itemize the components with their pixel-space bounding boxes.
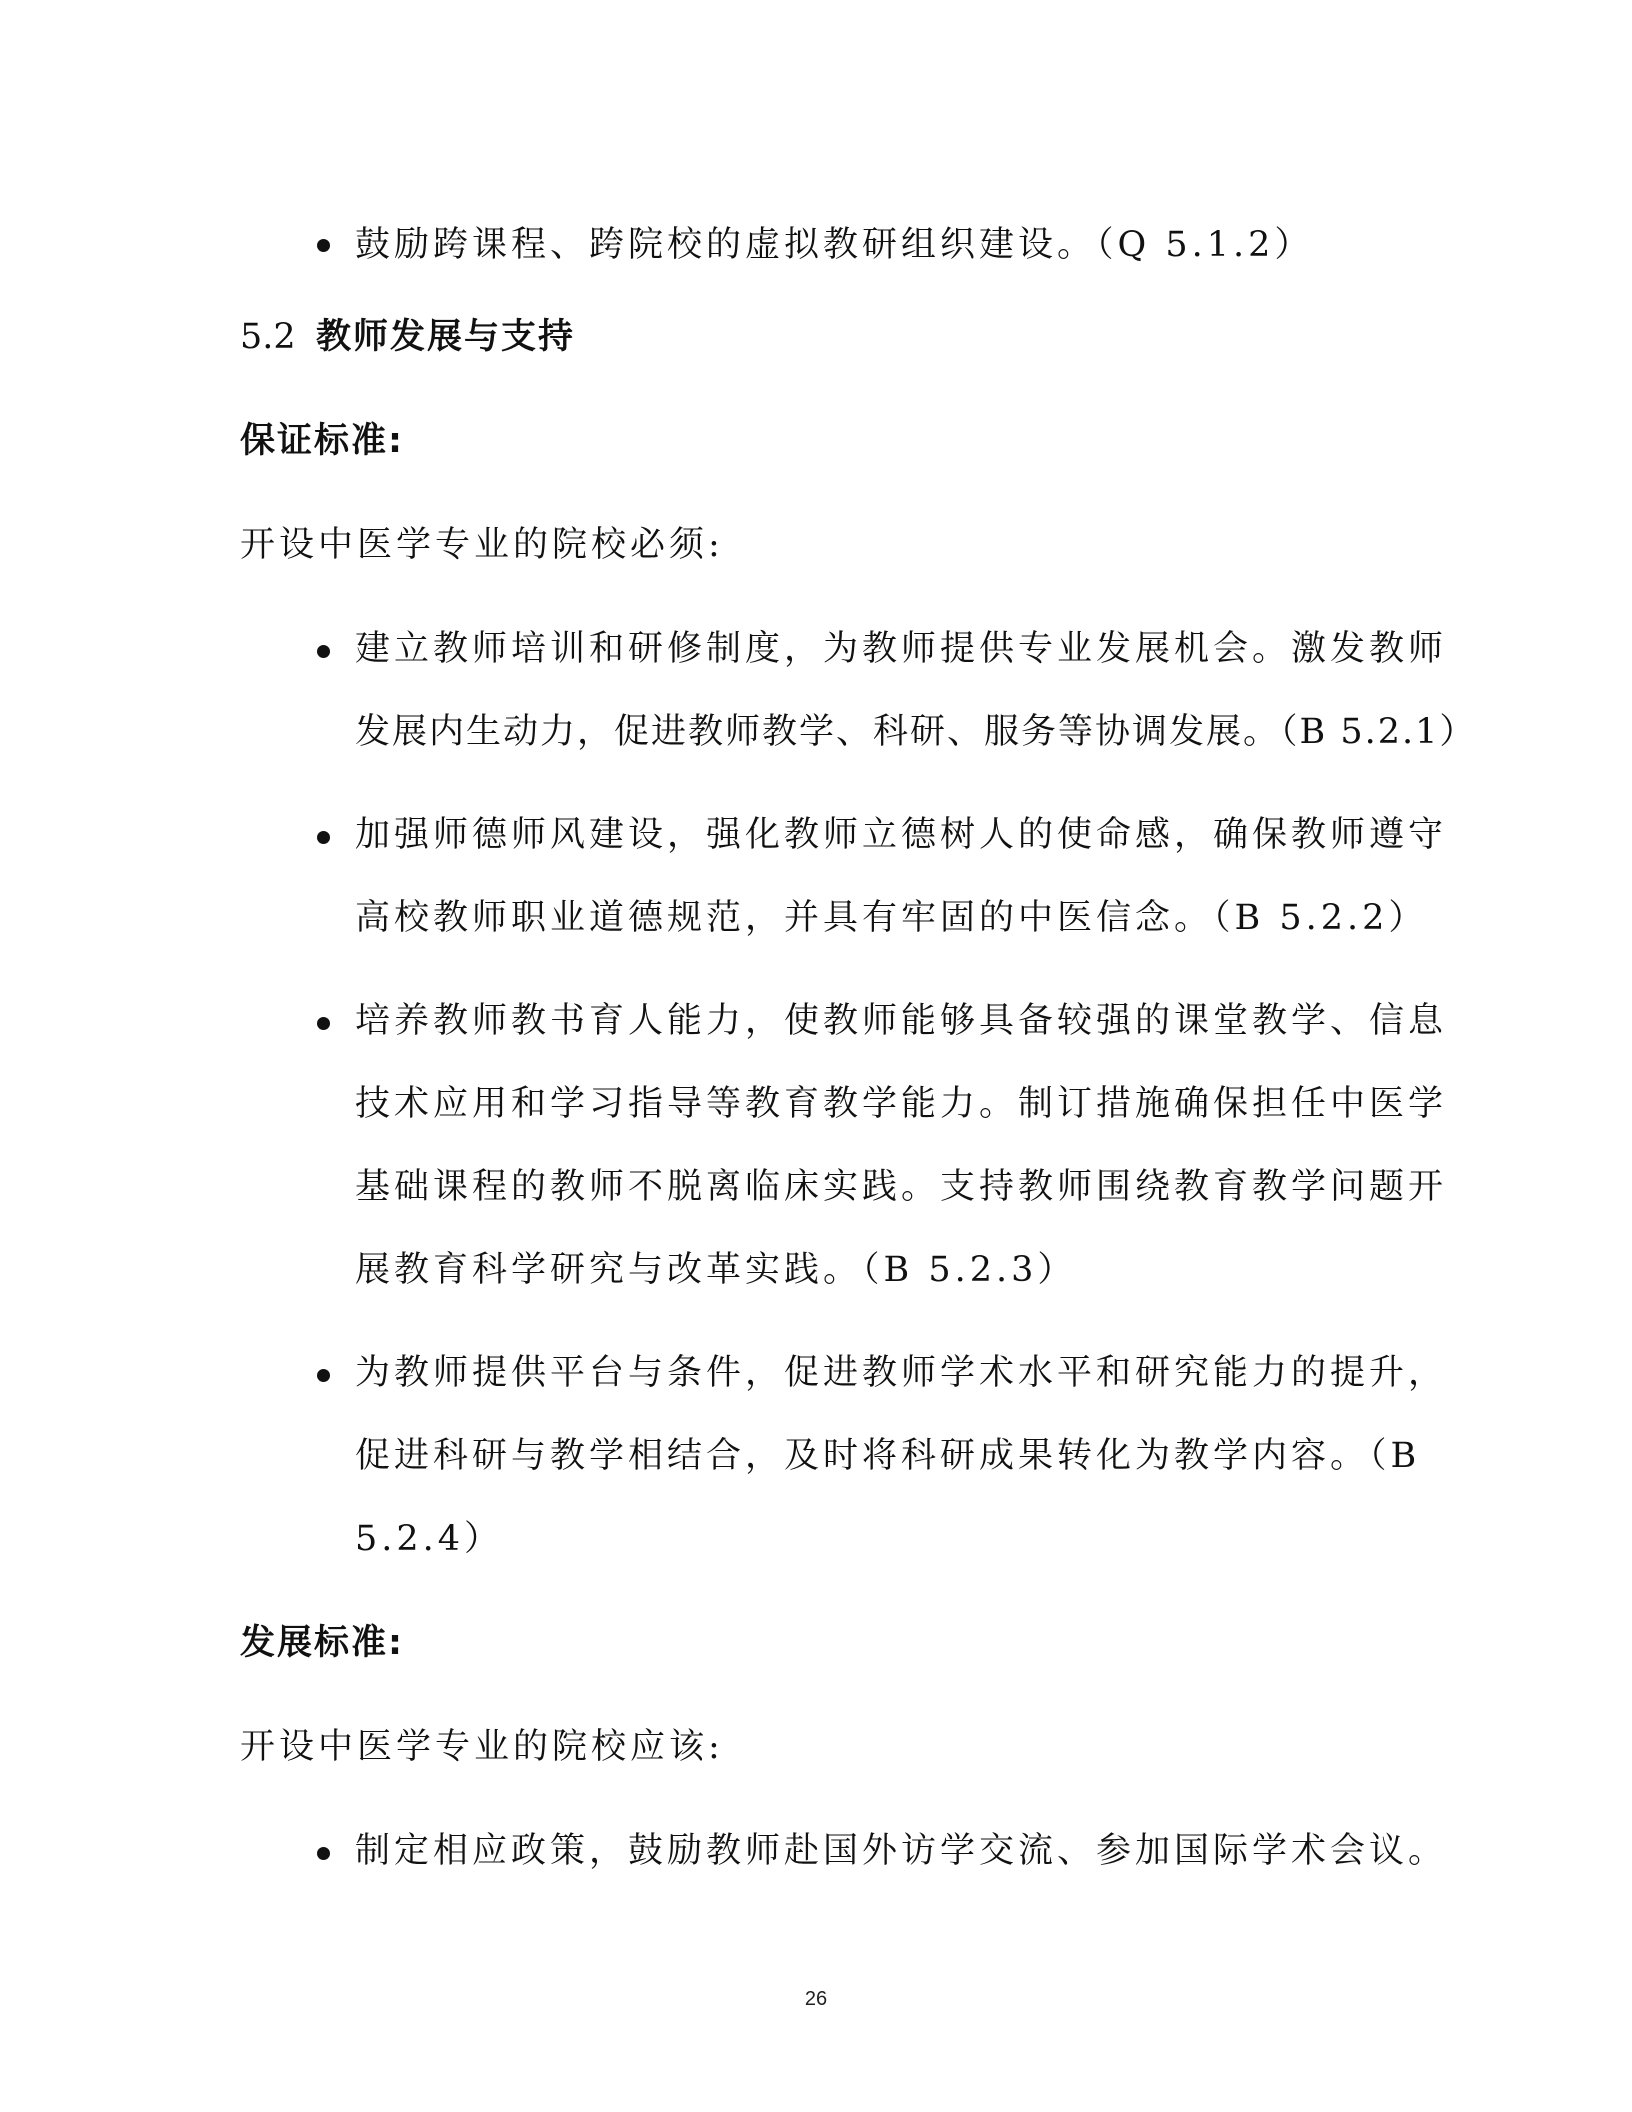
bullet-icon [317, 1847, 330, 1860]
development-intro: 开设中医学专业的院校应该: [240, 1727, 724, 1767]
list-item-line: 建立教师培训和研修制度，为教师提供专业发展机会。激发教师 [355, 629, 1448, 669]
list-item-line: 培养教师教书育人能力，使教师能够具备较强的课堂教学、信息 [355, 1001, 1448, 1041]
assurance-heading: 保证标准: [240, 421, 404, 461]
section-title: 教师发展与支持 [316, 317, 576, 357]
list-item-line: 加强师德师风建设，强化教师立德树人的使命感，确保教师遵守 [355, 815, 1448, 855]
bullet-icon [317, 831, 330, 844]
list-item-line: 为教师提供平台与条件，促进教师学术水平和研究能力的提升， [355, 1353, 1448, 1393]
bullet-text: 鼓励跨课程、跨院校的虚拟教研组织建设。（Q 5.1.2） [355, 225, 1314, 265]
list-item-line: 促进科研与教学相结合，及时将科研成果转化为教学内容。（B [355, 1436, 1421, 1476]
bullet-icon [317, 645, 330, 658]
list-item-line: 制定相应政策，鼓励教师赴国外访学交流、参加国际学术会议。 [355, 1831, 1448, 1871]
bullet-icon [317, 1369, 330, 1382]
list-item-line: 5.2.4） [355, 1519, 504, 1559]
list-item-line: 技术应用和学习指导等教育教学能力。制订措施确保担任中医学 [355, 1084, 1448, 1124]
bullet-icon [317, 1017, 330, 1030]
list-item-line: 展教育科学研究与改革实践。（B 5.2.3） [355, 1250, 1077, 1290]
development-heading: 发展标准: [240, 1623, 404, 1663]
bullet-icon [317, 239, 330, 252]
page-number: 26 [804, 1988, 828, 2010]
list-item-line: 发展内生动力，促进教师教学、科研、服务等协调发展。（B 5.2.1） [355, 712, 1477, 752]
assurance-intro: 开设中医学专业的院校必须: [240, 525, 724, 565]
list-item-line: 高校教师职业道德规范，并具有牢固的中医信念。（B 5.2.2） [355, 898, 1428, 938]
section-number: 5.2 [240, 317, 296, 357]
list-item-line: 基础课程的教师不脱离临床实践。支持教师围绕教育教学问题开 [355, 1167, 1448, 1207]
